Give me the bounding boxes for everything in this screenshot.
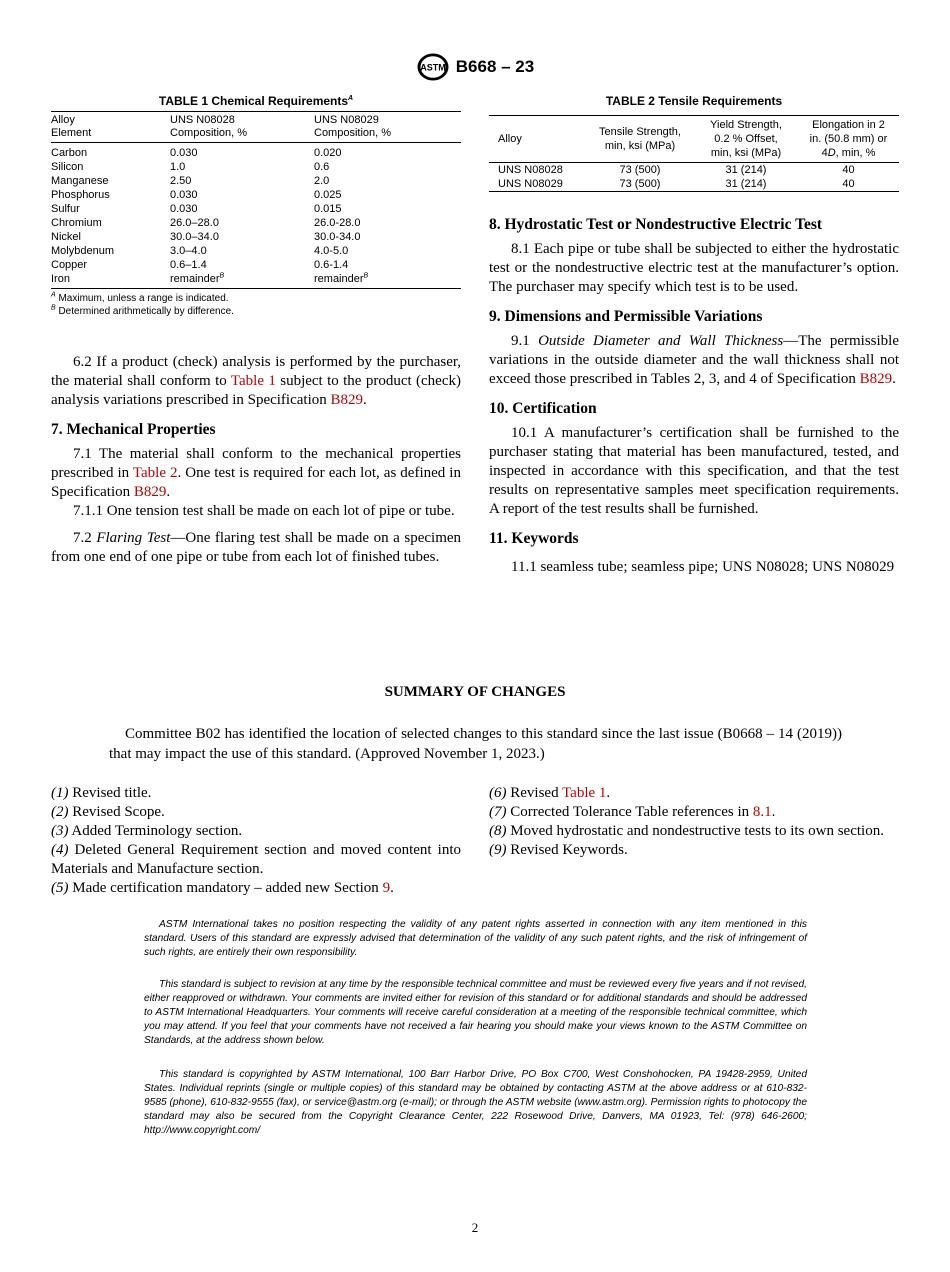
link-section-9[interactable]: 9	[382, 880, 391, 896]
table2-col-header: Alloy	[489, 116, 586, 163]
table2-col-header: Yield Strength, 0.2 % Offset, min, ksi (MPa)	[694, 116, 798, 163]
table2-caption: TABLE 2 Tensile Requirements	[605, 94, 783, 108]
link-b829[interactable]: B829	[859, 371, 893, 387]
paragraph-7-1-1: 7.1.1 One tension test shall be made on each lot of pipe or tube.	[73, 503, 455, 519]
right-column	[489, 215, 899, 577]
table1-col-header: UNS N08028 Composition, %	[170, 112, 314, 143]
link-b829[interactable]: B829	[330, 392, 364, 408]
list-item: (6) Revised Table 1.	[489, 785, 611, 801]
table-row: Sulfur 0.030 0.015	[51, 203, 342, 215]
page-number: 2	[471, 1220, 479, 1235]
link-table-1[interactable]: Table 1	[230, 373, 276, 389]
table1-col-header: UNS N08029 Composition, %	[314, 112, 461, 143]
paragraph-7-1: 7.1 The material shall conform to the mechanical properties prescribed in Table 2. One test is required for each lot, as defined in Specification B829.	[51, 446, 461, 500]
table-row: Chromium 26.0–28.0 26.0-28.0	[51, 217, 361, 229]
table-row: Copper 0.6–1.4 0.6-1.4	[51, 259, 349, 271]
table-row: Phosphorus 0.030 0.025	[51, 189, 342, 201]
section-heading-9: 9. Dimensions and Permissible Variations	[489, 308, 763, 325]
table1-caption: TABLE 1 Chemical Requirements$^A$	[158, 94, 354, 108]
left-column	[51, 353, 461, 567]
changes-list-left	[51, 784, 461, 898]
table1-header-row	[51, 112, 461, 143]
table-row: Nickel 30.0–34.0 30.0-34.0	[51, 231, 361, 243]
link-table-1[interactable]: Table 1	[562, 785, 607, 801]
table2-col-header: Tensile Strength, min, ksi (MPa)	[586, 116, 694, 163]
footnote: $^B$ Determined arithmetically by difference.	[51, 304, 234, 317]
table1-chemical-requirements	[51, 94, 461, 318]
list-item: (5) Made certification mandatory – added new Section 9.	[51, 880, 394, 896]
list-item: (2) Revised Scope.	[51, 804, 165, 820]
list-item: (9) Revised Keywords.	[489, 842, 628, 858]
table1-col-header: Alloy Element	[51, 112, 170, 143]
section-heading-7: 7. Mechanical Properties	[51, 421, 216, 438]
paragraph-9-1: 9.1 Outside Diameter and Wall Thickness—The permissible variations in the outside diameter and the wall thickness shall not exceed those prescribed in Tables 2, 3, and 4 of Specification B829.	[489, 333, 899, 387]
paragraph-8-1: 8.1 Each pipe or tube shall be subjected to either the hydrostatic test or the nondestructive electric test at the manufacturer’s option. The purchaser may specify which test is to be used.	[489, 241, 899, 295]
table-row: Silicon 1.0 0.6	[51, 161, 330, 173]
table2-tensile-requirements	[489, 94, 899, 192]
page-header	[0, 52, 950, 87]
link-section-8-1[interactable]: 8.1	[752, 804, 772, 820]
list-item: (8) Moved hydrostatic and nondestructive tests to its own section.	[489, 823, 884, 839]
astm-logo-icon	[416, 52, 450, 82]
table-row: Iron remainder$^B$ remainder$^B$	[51, 272, 369, 285]
table1-grid	[51, 111, 461, 289]
table-row: Molybdenum 3.0–4.0 4.0-5.0	[51, 245, 349, 257]
table2-grid	[489, 115, 899, 192]
link-b829[interactable]: B829	[133, 484, 167, 500]
astm-logo-text: ASTM	[420, 62, 446, 73]
table1-footnotes	[51, 292, 461, 318]
list-item: (7) Corrected Tolerance Table references in 8.1.	[489, 804, 776, 820]
link-table-2[interactable]: Table 2	[132, 465, 178, 481]
table-row: UNS N08029 73 (500) 31 (214) 40	[498, 178, 855, 190]
paragraph-7-2: 7.2 Flaring Test—One flaring test shall be made on a specimen from one end of one pipe or tube from each lot of finished tubes.	[51, 530, 462, 565]
legal-notice-revision: This standard is subject to revision at any time by the responsible technical committee and must be reviewed every five years and if not revised, either reapproved or withdrawn. Your comments are invited either for revision of this standard or for additional standards and should be addressed to ASTM International Headquarters. Your comments will receive careful consideration at a meeting of the responsible technical committee, which you may attend. If you feel that your comments have not received a fair hearing you should make your views known to the ASTM Committee on Standards, at the address shown below.	[144, 979, 807, 1046]
paragraph-11-1: 11.1 seamless tube; seamless pipe; UNS N08028; UNS N08029	[511, 559, 895, 575]
section-heading-8: 8. Hydrostatic Test or Nondestructive Electric Test	[489, 216, 823, 233]
standard-designation: B668 – 23	[455, 57, 535, 76]
legal-notice-copyright: This standard is copyrighted by ASTM International, 100 Barr Harbor Drive, PO Box C700, West Conshohocken, PA 19428-2959, United States. Individual reprints (single or multiple copies) of this standard may be obtained by contacting ASTM at the above address or at 610-832-9585 (phone), 610-832-9555 (fax), or service@astm.org (e-mail); or through the ASTM website (www.astm.org). Permission rights to photocopy the standard may also be secured from the Copyright Clearance Center, 222 Rosewood Drive, Danvers, MA 01923, Tel: (978) 646-2600; http://www.copyright.com/	[144, 1069, 807, 1136]
table-row: Carbon 0.030 0.020	[51, 147, 342, 159]
footnote: $^A$ Maximum, unless a range is indicated.	[51, 291, 229, 304]
list-item: (4) Deleted General Requirement section and moved content into Materials and Manufacture section.	[51, 842, 461, 877]
section-heading-10: 10. Certification	[489, 400, 597, 417]
list-item: (3) Added Terminology section.	[51, 823, 243, 839]
summary-title: SUMMARY OF CHANGES	[384, 684, 566, 700]
changes-list-right	[489, 784, 899, 860]
summary-intro: Committee B02 has identified the location of selected changes to this standard since the last issue (B0668 – 14 (2019)) that may impact the use of this standard. (Approved November 1, 2023.)	[109, 726, 842, 762]
paragraph-10-1: 10.1 A manufacturer’s certification shall be furnished to the purchaser stating that material has been manufactured, tested, and inspected in accordance with this specification, and that the test results on representative samples meet specification requirements. A report of the test results shall be furnished.	[489, 425, 899, 517]
table2-col-header: Elongation in 2 in. (50.8 mm) or 4D, min, %	[798, 116, 899, 163]
section-heading-11: 11. Keywords	[489, 530, 579, 547]
paragraph-6-2: 6.2 If a product (check) analysis is performed by the purchaser, the material shall conform to Table 1 subject to the product (check) analysis variations prescribed in Specification B829.	[51, 354, 461, 408]
table-row: Manganese 2.50 2.0	[51, 175, 330, 187]
table-row: UNS N08028 73 (500) 31 (214) 40	[498, 164, 855, 176]
table2-header-row	[489, 116, 899, 163]
legal-notice-patents: ASTM International takes no position respecting the validity of any patent rights asserted in connection with any item mentioned in this standard. Users of this standard are expressly advised that determination of the validity of any such patent rights, and the risk of infringement of such rights, are entirely their own responsibility.	[144, 919, 807, 958]
list-item: (1) Revised title.	[51, 785, 152, 801]
